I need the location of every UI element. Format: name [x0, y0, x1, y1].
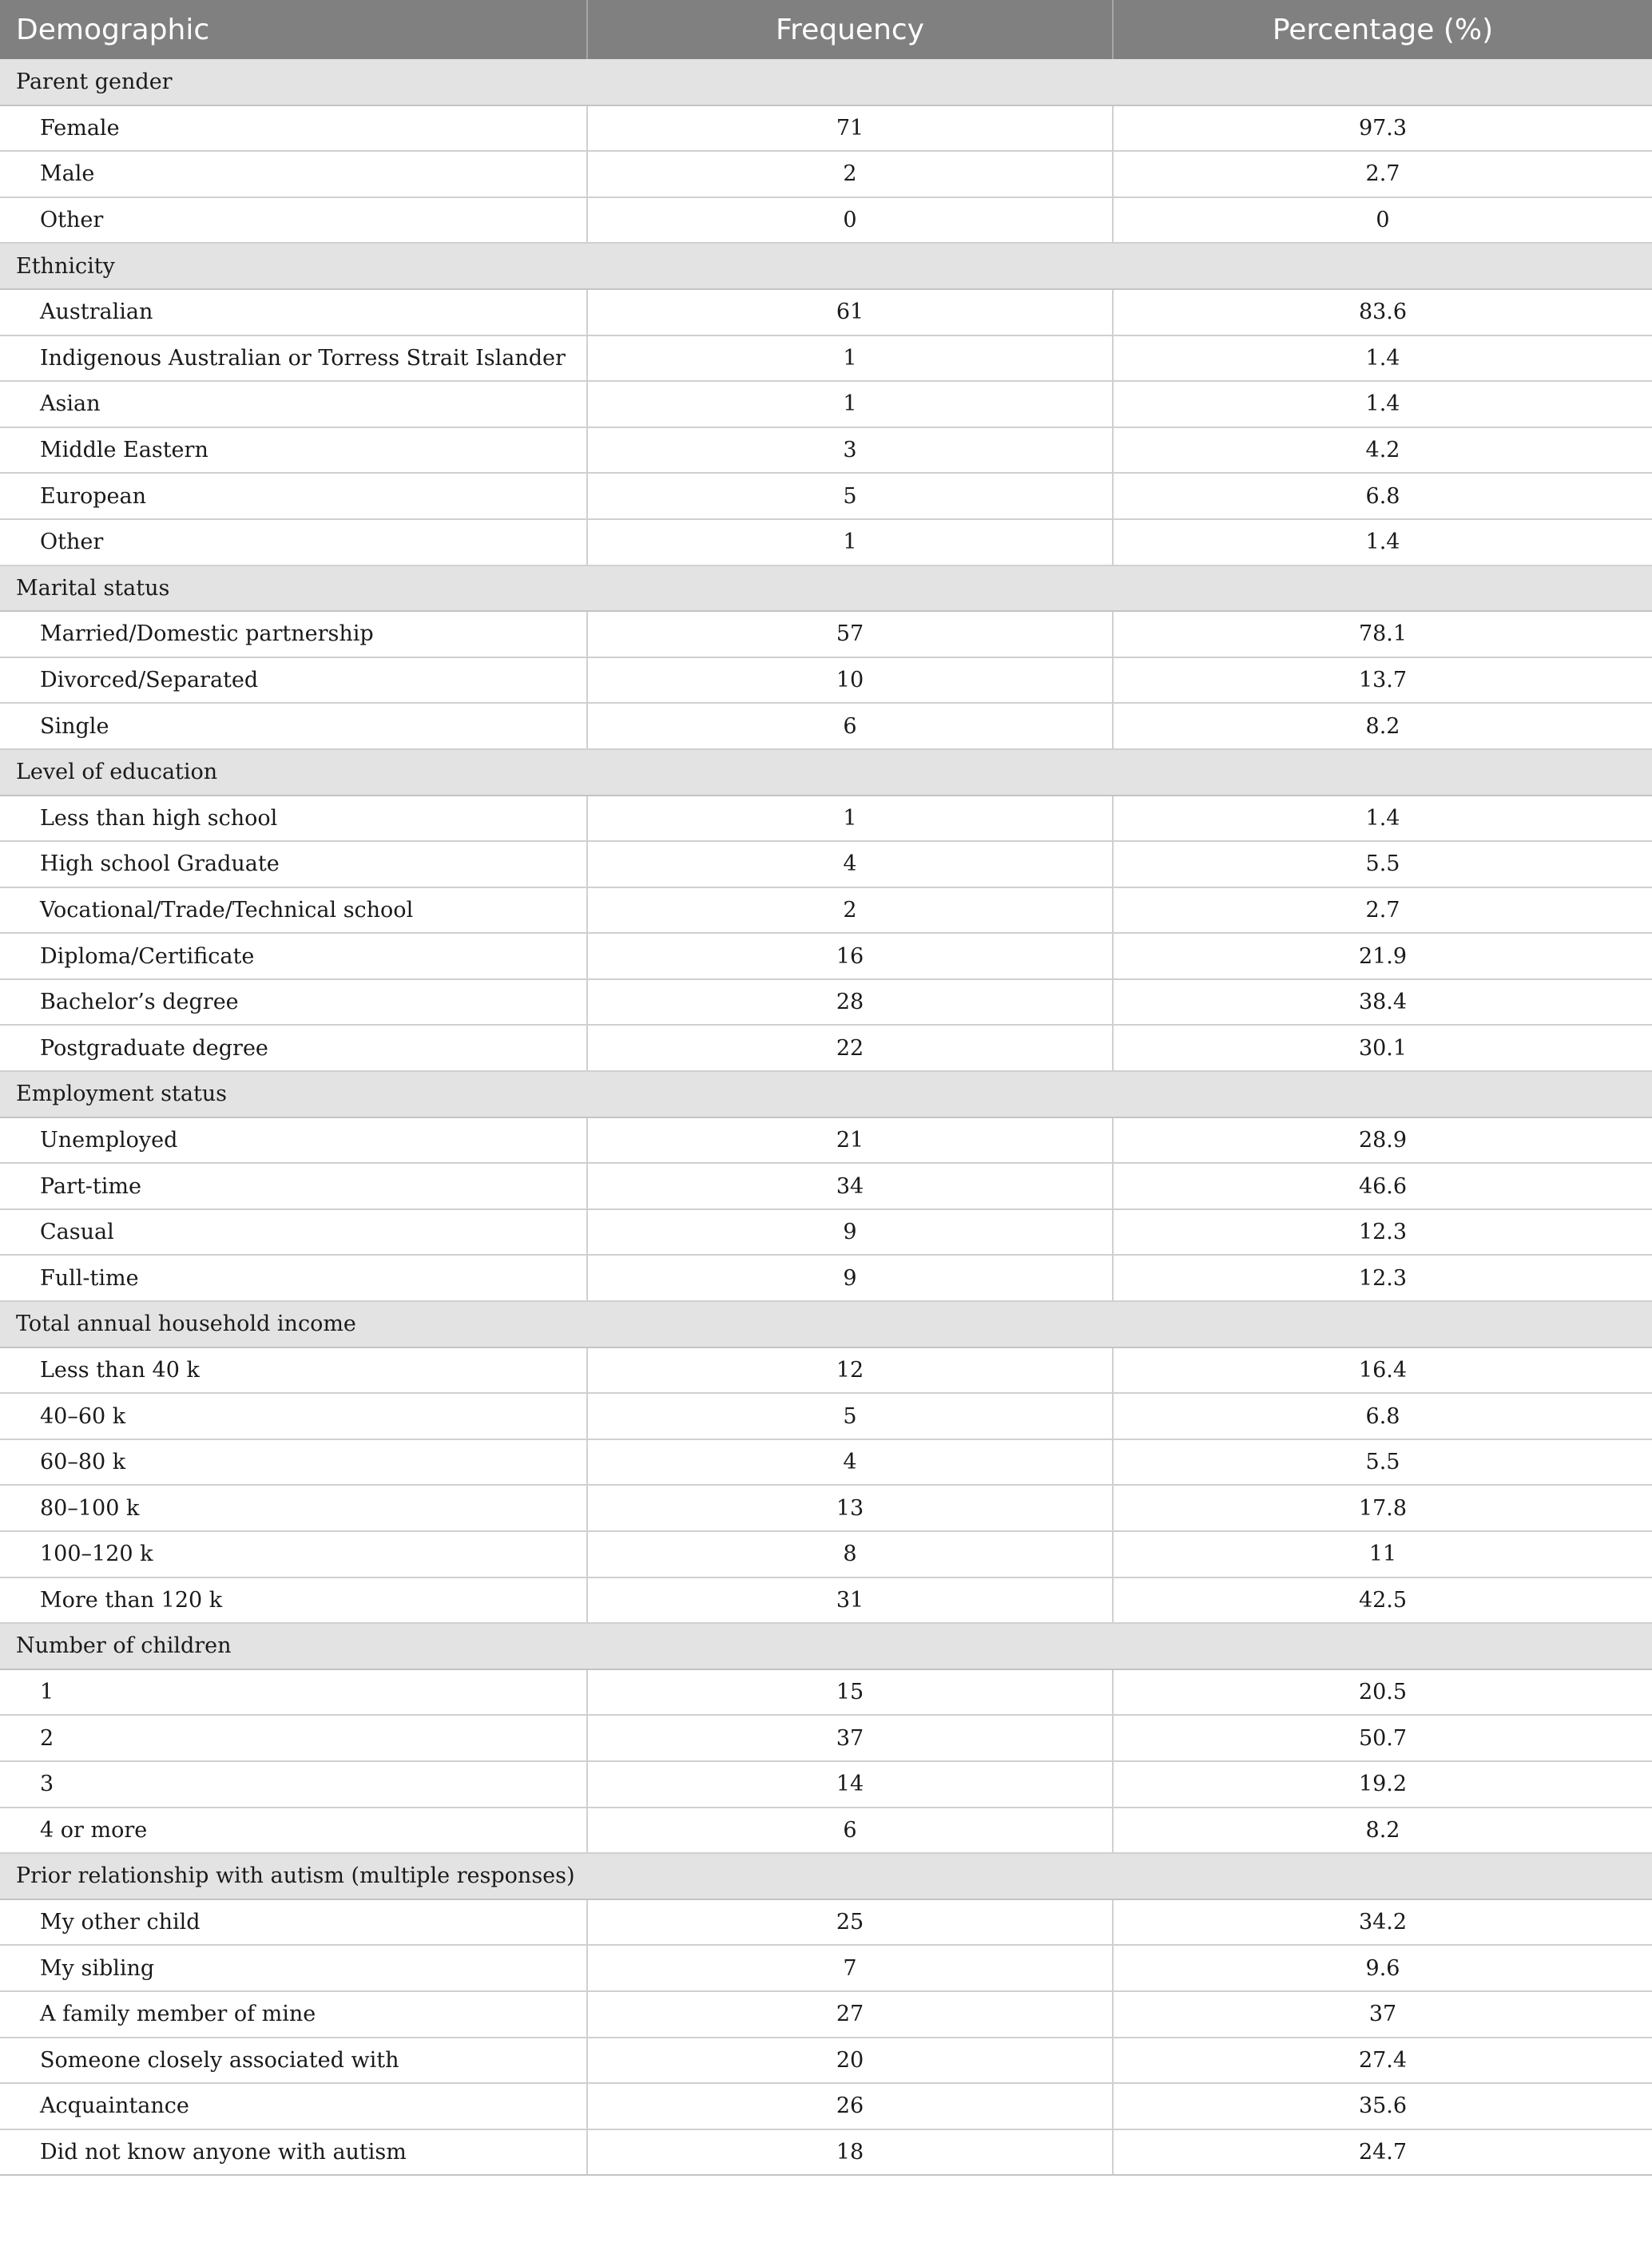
- row-label: 4 or more: [0, 1808, 587, 1854]
- row-label: 40–60 k: [0, 1393, 587, 1439]
- table-row: [0, 2129, 1652, 2176]
- row-frequency: 6: [587, 703, 1113, 749]
- row-percentage: 30.1: [1113, 1025, 1652, 1071]
- row-label: 100–120 k: [0, 1531, 587, 1577]
- section-header-row: [0, 1301, 1652, 1347]
- table-row: [0, 151, 1652, 197]
- row-frequency: 2: [587, 151, 1113, 197]
- table-row: [0, 796, 1652, 842]
- row-frequency: 61: [587, 289, 1113, 335]
- row-percentage: 11: [1113, 1531, 1652, 1577]
- table-row: [0, 105, 1652, 152]
- header-row: [0, 0, 1652, 59]
- table-body: [0, 59, 1652, 2175]
- section-title: Parent gender: [0, 59, 1652, 105]
- row-label: Middle Eastern: [0, 427, 587, 474]
- row-label: Unemployed: [0, 1117, 587, 1164]
- section-header-row: [0, 59, 1652, 105]
- row-label: A family member of mine: [0, 1991, 587, 2038]
- row-percentage: 2.7: [1113, 887, 1652, 934]
- row-frequency: 12: [587, 1347, 1113, 1394]
- row-frequency: 10: [587, 657, 1113, 704]
- table-row: [0, 611, 1652, 657]
- table-row: [0, 1025, 1652, 1071]
- row-frequency: 15: [587, 1669, 1113, 1716]
- row-label: Someone closely associated with: [0, 2038, 587, 2084]
- row-percentage: 27.4: [1113, 2038, 1652, 2084]
- row-percentage: 5.5: [1113, 1439, 1652, 1486]
- row-frequency: 1: [587, 335, 1113, 382]
- row-percentage: 5.5: [1113, 841, 1652, 887]
- row-label: More than 120 k: [0, 1577, 587, 1624]
- row-percentage: 1.4: [1113, 796, 1652, 842]
- row-frequency: 22: [587, 1025, 1113, 1071]
- row-frequency: 27: [587, 1991, 1113, 2038]
- row-label: Full-time: [0, 1255, 587, 1301]
- row-percentage: 13.7: [1113, 657, 1652, 704]
- column-header-percentage: Percentage (%): [1113, 0, 1652, 59]
- table-row: [0, 841, 1652, 887]
- table-row: [0, 979, 1652, 1026]
- row-frequency: 9: [587, 1209, 1113, 1256]
- row-frequency: 34: [587, 1163, 1113, 1209]
- row-label: Part-time: [0, 1163, 587, 1209]
- row-label: High school Graduate: [0, 841, 587, 887]
- row-label: Acquaintance: [0, 2083, 587, 2129]
- section-title: Number of children: [0, 1623, 1652, 1669]
- row-frequency: 7: [587, 1945, 1113, 1991]
- row-label: 2: [0, 1715, 587, 1761]
- row-percentage: 37: [1113, 1991, 1652, 2038]
- row-percentage: 50.7: [1113, 1715, 1652, 1761]
- row-frequency: 21: [587, 1117, 1113, 1164]
- table-row: [0, 381, 1652, 427]
- row-percentage: 2.7: [1113, 151, 1652, 197]
- table-row: [0, 473, 1652, 519]
- row-percentage: 46.6: [1113, 1163, 1652, 1209]
- row-percentage: 8.2: [1113, 703, 1652, 749]
- table-row: [0, 1531, 1652, 1577]
- row-label: Other: [0, 519, 587, 566]
- row-label: Married/Domestic partnership: [0, 611, 587, 657]
- row-frequency: 5: [587, 473, 1113, 519]
- table-row: [0, 289, 1652, 335]
- row-label: Female: [0, 105, 587, 152]
- table-row: [0, 2038, 1652, 2084]
- row-frequency: 1: [587, 796, 1113, 842]
- row-label: Bachelor’s degree: [0, 979, 587, 1026]
- table-row: [0, 1163, 1652, 1209]
- section-title: Level of education: [0, 749, 1652, 796]
- section-title: Marital status: [0, 566, 1652, 612]
- row-label: Australian: [0, 289, 587, 335]
- table-row: [0, 1393, 1652, 1439]
- row-label: My sibling: [0, 1945, 587, 1991]
- table-row: [0, 1669, 1652, 1716]
- row-frequency: 13: [587, 1485, 1113, 1531]
- row-label: Male: [0, 151, 587, 197]
- row-frequency: 28: [587, 979, 1113, 1026]
- row-frequency: 4: [587, 841, 1113, 887]
- row-percentage: 97.3: [1113, 105, 1652, 152]
- row-percentage: 78.1: [1113, 611, 1652, 657]
- table-row: [0, 519, 1652, 566]
- row-frequency: 5: [587, 1393, 1113, 1439]
- table-row: [0, 1485, 1652, 1531]
- row-frequency: 8: [587, 1531, 1113, 1577]
- table-row: [0, 657, 1652, 704]
- table-row: [0, 1577, 1652, 1624]
- row-frequency: 4: [587, 1439, 1113, 1486]
- row-percentage: 83.6: [1113, 289, 1652, 335]
- row-percentage: 24.7: [1113, 2129, 1652, 2176]
- row-label: Single: [0, 703, 587, 749]
- table-row: [0, 1715, 1652, 1761]
- table-row: [0, 1439, 1652, 1486]
- section-title: Employment status: [0, 1071, 1652, 1117]
- row-percentage: 9.6: [1113, 1945, 1652, 1991]
- row-label: 1: [0, 1669, 587, 1716]
- table-row: [0, 1117, 1652, 1164]
- row-percentage: 1.4: [1113, 519, 1652, 566]
- row-percentage: 19.2: [1113, 1761, 1652, 1808]
- table-row: [0, 427, 1652, 474]
- row-percentage: 38.4: [1113, 979, 1652, 1026]
- row-percentage: 17.8: [1113, 1485, 1652, 1531]
- section-header-row: [0, 243, 1652, 289]
- row-frequency: 25: [587, 1899, 1113, 1946]
- row-label: Less than high school: [0, 796, 587, 842]
- table-row: [0, 2083, 1652, 2129]
- row-percentage: 20.5: [1113, 1669, 1652, 1716]
- row-percentage: 0: [1113, 197, 1652, 244]
- row-label: Asian: [0, 381, 587, 427]
- row-label: Indigenous Australian or Torress Strait Islander: [0, 335, 587, 382]
- row-label: My other child: [0, 1899, 587, 1946]
- table-row: [0, 1991, 1652, 2038]
- row-frequency: 1: [587, 381, 1113, 427]
- table-row: [0, 1808, 1652, 1854]
- row-frequency: 1: [587, 519, 1113, 566]
- row-percentage: 34.2: [1113, 1899, 1652, 1946]
- row-percentage: 28.9: [1113, 1117, 1652, 1164]
- row-label: Diploma/Certificate: [0, 933, 587, 979]
- row-label: Divorced/Separated: [0, 657, 587, 704]
- row-label: Did not know anyone with autism: [0, 2129, 587, 2176]
- row-label: Postgraduate degree: [0, 1025, 587, 1071]
- row-frequency: 20: [587, 2038, 1113, 2084]
- table-row: [0, 1899, 1652, 1946]
- row-percentage: 4.2: [1113, 427, 1652, 474]
- row-percentage: 35.6: [1113, 2083, 1652, 2129]
- row-percentage: 16.4: [1113, 1347, 1652, 1394]
- section-title: Ethnicity: [0, 243, 1652, 289]
- row-label: Other: [0, 197, 587, 244]
- table-header: [0, 0, 1652, 59]
- section-title: Prior relationship with autism (multiple responses): [0, 1853, 1652, 1899]
- row-label: 80–100 k: [0, 1485, 587, 1531]
- table-row: [0, 1945, 1652, 1991]
- row-frequency: 37: [587, 1715, 1113, 1761]
- row-frequency: 31: [587, 1577, 1113, 1624]
- row-percentage: 12.3: [1113, 1209, 1652, 1256]
- row-frequency: 6: [587, 1808, 1113, 1854]
- table-row: [0, 703, 1652, 749]
- table-row: [0, 335, 1652, 382]
- row-percentage: 42.5: [1113, 1577, 1652, 1624]
- section-header-row: [0, 1853, 1652, 1899]
- row-frequency: 71: [587, 105, 1113, 152]
- table-row: [0, 1347, 1652, 1394]
- row-frequency: 14: [587, 1761, 1113, 1808]
- section-title: Total annual household income: [0, 1301, 1652, 1347]
- row-percentage: 1.4: [1113, 381, 1652, 427]
- column-header-demographic: Demographic: [0, 0, 587, 59]
- row-frequency: 2: [587, 887, 1113, 934]
- row-label: Less than 40 k: [0, 1347, 587, 1394]
- row-percentage: 21.9: [1113, 933, 1652, 979]
- section-header-row: [0, 566, 1652, 612]
- row-percentage: 12.3: [1113, 1255, 1652, 1301]
- section-header-row: [0, 749, 1652, 796]
- row-percentage: 6.8: [1113, 473, 1652, 519]
- section-header-row: [0, 1071, 1652, 1117]
- row-frequency: 3: [587, 427, 1113, 474]
- row-label: 60–80 k: [0, 1439, 587, 1486]
- row-label: Casual: [0, 1209, 587, 1256]
- table-row: [0, 1761, 1652, 1808]
- row-label: 3: [0, 1761, 587, 1808]
- row-percentage: 1.4: [1113, 335, 1652, 382]
- row-label: European: [0, 473, 587, 519]
- row-percentage: 8.2: [1113, 1808, 1652, 1854]
- row-frequency: 26: [587, 2083, 1113, 2129]
- table-row: [0, 1209, 1652, 1256]
- table-row: [0, 933, 1652, 979]
- row-percentage: 6.8: [1113, 1393, 1652, 1439]
- column-header-frequency: Frequency: [587, 0, 1113, 59]
- table-row: [0, 887, 1652, 934]
- row-frequency: 0: [587, 197, 1113, 244]
- row-frequency: 18: [587, 2129, 1113, 2176]
- section-header-row: [0, 1623, 1652, 1669]
- table-row: [0, 1255, 1652, 1301]
- row-frequency: 16: [587, 933, 1113, 979]
- row-label: Vocational/Trade/Technical school: [0, 887, 587, 934]
- row-frequency: 57: [587, 611, 1113, 657]
- table-row: [0, 197, 1652, 244]
- row-frequency: 9: [587, 1255, 1113, 1301]
